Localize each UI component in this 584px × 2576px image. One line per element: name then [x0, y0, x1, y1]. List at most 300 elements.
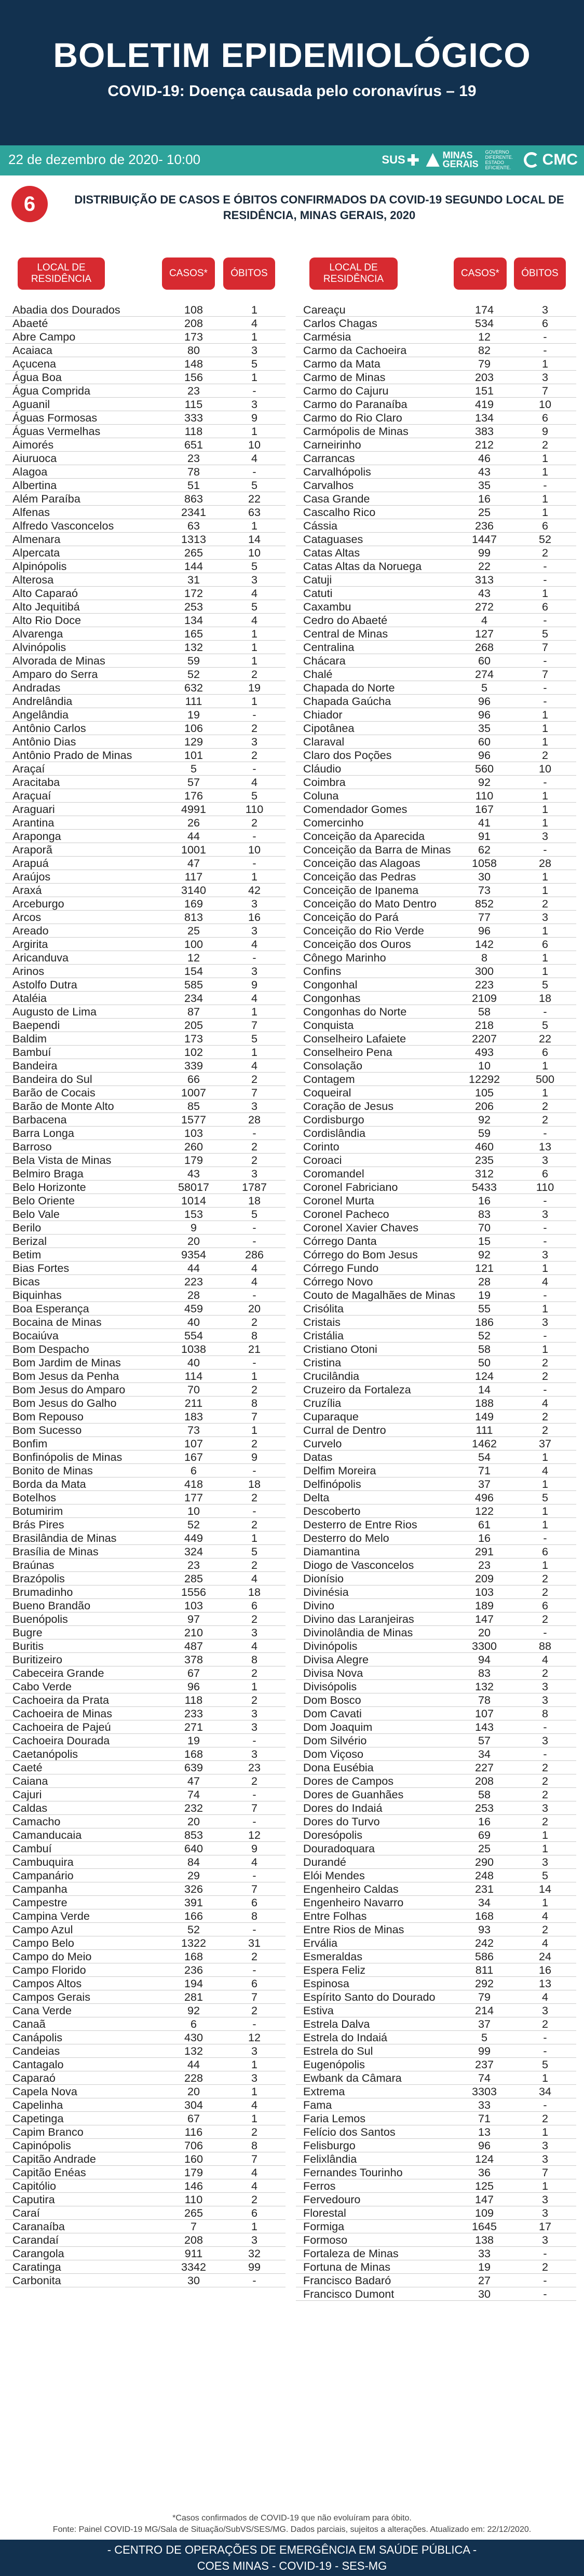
deaths-value: - [252, 2017, 256, 2030]
municipality-name: Campanha [12, 1882, 67, 1895]
deaths-value: 2 [251, 1518, 257, 1531]
table-row [5, 1343, 286, 1356]
deaths-value: 7 [541, 384, 548, 397]
deaths-value: 1 [251, 330, 257, 343]
deaths-value: 4 [251, 992, 257, 1005]
deaths-value: 14 [538, 1882, 552, 1895]
cases-value: 37 [478, 1477, 491, 1490]
municipality-name: Campo Florido [12, 1963, 86, 1976]
deaths-value: 3 [251, 897, 257, 910]
cases-value: 58 [478, 1343, 491, 1355]
footnote-line1: *Casos confirmados de COVID-19 que não evoluíram para óbito. [172, 2514, 412, 2523]
municipality-name: Água Comprida [12, 384, 91, 397]
deaths-value: 3 [541, 2233, 548, 2246]
municipality-name: Águas Formosas [12, 411, 98, 424]
cases-value: 2341 [181, 506, 207, 519]
right-table [296, 303, 576, 2301]
table-row [296, 1828, 576, 1842]
cases-value: 144 [184, 560, 203, 573]
cases-value: 30 [478, 2287, 491, 2300]
table-row [296, 1585, 576, 1599]
deaths-value: 1 [251, 2058, 257, 2071]
cases-value: 57 [478, 1734, 491, 1747]
deaths-value: 22 [538, 1032, 552, 1045]
table-row [5, 371, 286, 384]
table-row [296, 1909, 576, 1923]
cases-value: 103 [474, 1585, 494, 1598]
table-row [296, 614, 576, 627]
cases-value: 147 [474, 2193, 494, 2206]
municipality-name: Brás Pires [12, 1518, 64, 1531]
municipality-name: Capim Branco [12, 2125, 84, 2138]
cases-value: 70 [187, 1383, 200, 1396]
plus-icon [408, 154, 419, 166]
cases-value: 13 [478, 2125, 491, 2138]
table-row [5, 1680, 286, 1693]
municipality-name: Carlos Chagas [303, 317, 377, 330]
municipality-name: Engenheiro Navarro [303, 1896, 404, 1909]
municipality-name: Baependi [12, 1019, 60, 1032]
cases-value: 61 [478, 1518, 491, 1531]
cases-value: 168 [184, 1950, 203, 1963]
cases-value: 236 [184, 1963, 203, 1976]
municipality-name: Divisópolis [303, 1680, 357, 1693]
table-row [296, 2085, 576, 2098]
cases-value: 706 [184, 2139, 203, 2152]
cases-value: 265 [184, 2206, 203, 2219]
table-row [296, 1707, 576, 1720]
municipality-name: Cabeceira Grande [12, 1666, 104, 1679]
deaths-value: 2 [251, 816, 257, 829]
cases-value: 4991 [181, 803, 207, 816]
municipality-name: Congonhas do Norte [303, 1005, 407, 1018]
deaths-value: 5 [251, 1032, 257, 1045]
municipality-name: Andrelândia [12, 695, 73, 708]
municipality-name: Braúnas [12, 1558, 55, 1571]
deaths-value: - [543, 330, 547, 343]
municipality-name: Durandé [303, 1855, 346, 1868]
municipality-name: Aguanil [12, 398, 50, 411]
municipality-name: Esmeraldas [303, 1950, 363, 1963]
municipality-name: Ewbank da Câmara [303, 2071, 402, 2084]
municipality-name: Elói Mendes [303, 1869, 365, 1882]
cases-value: 108 [184, 303, 203, 316]
municipality-name: Córrego Danta [303, 1235, 377, 1248]
deaths-value: - [543, 1235, 547, 1248]
cases-value: 47 [187, 1774, 200, 1787]
cases-value: 151 [474, 384, 494, 397]
deaths-value: 2 [541, 1923, 548, 1936]
cases-value: 253 [474, 1801, 494, 1814]
deaths-value: 3 [251, 735, 257, 748]
municipality-name: Fortaleza de Minas [303, 2247, 399, 2260]
deaths-value: - [252, 1788, 256, 1801]
municipality-name: Claraval [303, 735, 345, 748]
table-row [5, 411, 286, 425]
cases-value: 105 [474, 1086, 494, 1099]
deaths-value: 1 [251, 641, 257, 654]
deaths-value: 286 [245, 1248, 264, 1261]
table-row [296, 1693, 576, 1707]
table-row [296, 789, 576, 803]
table-row [5, 762, 286, 776]
municipality-name: Chapada Gaúcha [303, 695, 391, 708]
cases-value: 1322 [181, 1936, 207, 1949]
municipality-name: Dom Bosco [303, 1693, 361, 1706]
deaths-value: 2 [251, 668, 257, 681]
cases-value: 1313 [181, 533, 207, 546]
municipality-name: Bocaina de Minas [12, 1316, 102, 1328]
cases-value: 209 [474, 1572, 494, 1585]
table-row [296, 1882, 576, 1896]
table-row [5, 1558, 286, 1572]
municipality-name: Francisco Badaró [303, 2274, 391, 2287]
table-row [5, 330, 286, 344]
municipality-name: Antônio Dias [12, 735, 76, 748]
deaths-value: 1 [251, 519, 257, 532]
deaths-value: 9 [251, 1842, 257, 1855]
deaths-value: - [252, 1923, 256, 1936]
logos [382, 150, 578, 170]
table-row [5, 1855, 286, 1869]
municipality-name: Divisa Nova [303, 1666, 363, 1679]
deaths-value: 5 [541, 627, 548, 640]
municipality-name: Amparo do Serra [12, 668, 98, 681]
table-row [5, 2220, 286, 2233]
deaths-value: 3 [251, 573, 257, 586]
table-row [5, 870, 286, 884]
table-row [5, 1869, 286, 1882]
municipality-name: Espírito Santo do Dourado [303, 1990, 436, 2003]
cases-value: 117 [184, 870, 203, 883]
deaths-value: 1 [541, 1302, 548, 1315]
municipality-name: Cascalho Rico [303, 506, 376, 519]
deaths-value: 6 [541, 1167, 548, 1180]
table-row [296, 2206, 576, 2220]
table-row [296, 1073, 576, 1086]
deaths-value: 1 [251, 2085, 257, 2098]
municipality-name: Coronel Xavier Chaves [303, 1221, 419, 1234]
municipality-name: Cuparaque [303, 1410, 359, 1423]
municipality-name: Araxá [12, 884, 42, 897]
cases-value: 97 [187, 1612, 200, 1625]
table-row [5, 2247, 286, 2260]
cases-value: 16 [478, 1531, 491, 1544]
cases-value: 52 [187, 1518, 200, 1531]
table-row [5, 1977, 286, 1990]
municipality-name: Acaiaca [12, 344, 52, 357]
municipality-name: Cana Verde [12, 2004, 72, 2017]
municipality-name: Betim [12, 1248, 42, 1261]
cases-value: 94 [478, 1653, 491, 1666]
deaths-value: 3 [541, 2206, 548, 2219]
cases-value: 383 [474, 425, 494, 438]
table-row [5, 479, 286, 492]
deaths-value: - [252, 1504, 256, 1517]
table-row [5, 803, 286, 816]
cases-value: 313 [474, 573, 494, 586]
deaths-value: 2 [541, 749, 548, 762]
table-row [296, 951, 576, 965]
cases-value: 14 [478, 1383, 491, 1396]
cases-value: 271 [184, 1720, 203, 1733]
municipality-name: Candeias [12, 2044, 60, 2057]
cases-value: 8 [481, 951, 487, 964]
municipality-name: Datas [303, 1450, 333, 1463]
deaths-value: 3 [541, 1154, 548, 1167]
deaths-value: 2 [251, 1774, 257, 1787]
footnote-source: Fonte: Painel COVID-19 MG/Sala de Situação/SubVS/SES/MG. Dados parciais, sujeitos a alterações. Atualizado em: 22/12/2020. [52, 2525, 532, 2534]
municipality-name: Cristais [303, 1316, 341, 1328]
deaths-value: 1 [251, 1680, 257, 1693]
cases-value: 10 [478, 1059, 491, 1072]
deaths-value: 3 [251, 398, 257, 411]
cases-value: 4 [481, 614, 487, 627]
municipality-name: Careaçu [303, 303, 346, 316]
deaths-value: 3 [541, 2004, 548, 2017]
cases-value: 12 [478, 330, 491, 343]
cases-value: 22 [478, 560, 491, 573]
table-row [296, 330, 576, 344]
table-row [296, 1019, 576, 1032]
cases-value: 138 [474, 2233, 494, 2246]
cases-value: 167 [184, 1450, 203, 1463]
municipality-name: Dores de Guanhães [303, 1788, 404, 1801]
cases-value: 852 [474, 897, 494, 910]
col-header-obitos-right: ÓBITOS [514, 257, 566, 290]
cases-value: 132 [184, 641, 203, 654]
municipality-name: Berizal [12, 1235, 47, 1248]
table-row [5, 978, 286, 992]
cases-value: 210 [184, 1626, 203, 1639]
municipality-name: Fernandes Tourinho [303, 2166, 403, 2179]
cases-value: 292 [474, 1977, 494, 1990]
table-row [296, 897, 576, 911]
deaths-value: 10 [538, 398, 552, 411]
table-row [5, 1100, 286, 1113]
municipality-name: Divisa Alegre [303, 1653, 369, 1666]
municipality-name: Botumirim [12, 1504, 63, 1517]
municipality-name: Bom Repouso [12, 1410, 84, 1423]
municipality-name: Bom Jesus do Amparo [12, 1383, 126, 1396]
cases-value: 127 [474, 627, 494, 640]
cases-value: 40 [187, 1356, 200, 1369]
table-row [296, 1046, 576, 1059]
cases-value: 324 [184, 1545, 203, 1558]
deaths-value: 1 [541, 357, 548, 370]
municipality-name: Capitão Andrade [12, 2152, 96, 2165]
deaths-value: 1 [541, 1558, 548, 1571]
left-table [5, 303, 286, 2287]
table-row [5, 1653, 286, 1666]
cases-value: 87 [187, 1005, 200, 1018]
municipality-name: Couto de Magalhães de Minas [303, 1289, 455, 1301]
table-row [296, 1504, 576, 1518]
table-row [296, 830, 576, 843]
municipality-name: Dionísio [303, 1572, 344, 1585]
table-row [5, 398, 286, 411]
deaths-value: 13 [538, 1977, 552, 1990]
cases-value: 23 [187, 384, 200, 397]
bulletin-title: BOLETIM EPIDEMIOLÓGICO [53, 36, 531, 74]
municipality-name: Campanário [12, 1869, 74, 1882]
cases-value: 40 [187, 1316, 200, 1328]
deaths-value: 3 [541, 830, 548, 843]
cases-value: 106 [184, 722, 203, 735]
municipality-name: Córrego do Bom Jesus [303, 1248, 418, 1261]
deaths-value: 7 [251, 1990, 257, 2003]
cases-value: 211 [184, 1397, 203, 1409]
table-row [296, 1653, 576, 1666]
table-row [296, 2274, 576, 2287]
deaths-value: 9 [251, 1450, 257, 1463]
table-row [296, 992, 576, 1005]
deaths-value: 5 [541, 1491, 548, 1504]
deaths-value: 1 [251, 654, 257, 667]
table-row [5, 1208, 286, 1221]
deaths-value: 34 [538, 2085, 552, 2098]
deaths-value: - [543, 776, 547, 789]
table-row [296, 1990, 576, 2004]
cases-value: 107 [474, 1707, 494, 1720]
table-row [296, 303, 576, 317]
table-row [296, 1545, 576, 1558]
deaths-value: 28 [538, 857, 552, 870]
deaths-value: 6 [251, 1599, 257, 1612]
table-row [296, 1032, 576, 1046]
table-row [296, 2220, 576, 2233]
municipality-name: Aracitaba [12, 776, 60, 789]
table-row [5, 2274, 286, 2287]
deaths-value: 2 [541, 897, 548, 910]
deaths-value: 7 [541, 641, 548, 654]
table-row [5, 1612, 286, 1626]
municipality-name: Conceição do Rio Verde [303, 924, 424, 937]
municipality-name: Cláudio [303, 762, 342, 775]
municipality-name: Campina Verde [12, 1909, 90, 1922]
deaths-value: - [543, 695, 547, 708]
municipality-name: Corinto [303, 1140, 339, 1153]
cases-value: 290 [474, 1855, 494, 1868]
table-row [5, 1221, 286, 1235]
deaths-value: 1 [541, 492, 548, 505]
cases-value: 43 [187, 1167, 200, 1180]
deaths-value: 2 [541, 1585, 548, 1598]
cases-value: 281 [184, 1990, 203, 2003]
cases-value: 28 [187, 1289, 200, 1301]
table-row [296, 1869, 576, 1882]
deaths-value: - [252, 2274, 256, 2287]
deaths-value: 5 [251, 1545, 257, 1558]
municipality-name: Arceburgo [12, 897, 64, 910]
table-row [296, 708, 576, 722]
municipality-name: Ataléia [12, 992, 47, 1005]
cases-value: 23 [187, 1558, 200, 1571]
cases-value: 9354 [181, 1248, 207, 1261]
table-row [5, 2031, 286, 2044]
section-number: 6 [11, 186, 48, 222]
table-row [5, 1882, 286, 1896]
cases-value: 103 [184, 1127, 203, 1140]
deaths-value: - [543, 1329, 547, 1342]
table-row [296, 1923, 576, 1936]
cases-value: 102 [184, 1046, 203, 1059]
municipality-name: Carbonita [12, 2274, 61, 2287]
table-row [296, 1639, 576, 1653]
footnote [0, 2513, 584, 2536]
table-row [5, 654, 286, 668]
deaths-value: 1 [251, 303, 257, 316]
table-row [296, 681, 576, 695]
table-row [296, 1208, 576, 1221]
deaths-value: 1 [541, 803, 548, 816]
cases-value: 143 [474, 1720, 494, 1733]
deaths-value: - [543, 1221, 547, 1234]
deaths-value: - [252, 1289, 256, 1301]
cases-value: 449 [184, 1531, 203, 1544]
table-row [5, 2071, 286, 2085]
table-row [296, 2044, 576, 2058]
table-row [5, 2004, 286, 2017]
table-row [296, 1491, 576, 1504]
cases-value: 110 [475, 789, 494, 802]
municipality-name: Cachoeira Dourada [12, 1734, 110, 1747]
table-row [296, 452, 576, 465]
deaths-value: 20 [248, 1302, 261, 1315]
municipality-name: Cruzeiro da Fortaleza [303, 1383, 411, 1396]
table-row [5, 1518, 286, 1531]
table-row [296, 600, 576, 614]
municipality-name: Bom Jesus do Galho [12, 1397, 117, 1409]
municipality-name: Fortuna de Minas [303, 2260, 391, 2273]
cases-value: 55 [478, 1302, 491, 1315]
municipality-name: Carmópolis de Minas [303, 425, 409, 438]
table-row [296, 1248, 576, 1262]
municipality-name: Brazópolis [12, 1572, 65, 1585]
table-row [296, 884, 576, 897]
table-row [296, 1572, 576, 1585]
cases-value: 33 [478, 2247, 491, 2260]
deaths-value: 1 [251, 2220, 257, 2233]
table-row [5, 1504, 286, 1518]
cases-value: 1447 [471, 533, 497, 546]
cases-value: 34 [478, 1896, 491, 1909]
deaths-value: 5 [251, 789, 257, 802]
municipality-name: Eugenópolis [303, 2058, 365, 2071]
deaths-value: 3 [541, 1680, 548, 1693]
cmc-ring-icon [524, 152, 539, 168]
municipality-name: Conceição da Aparecida [303, 830, 425, 843]
cases-value: 92 [478, 1248, 491, 1261]
cases-value: 378 [184, 1653, 203, 1666]
deaths-value: 1 [541, 465, 548, 478]
cases-value: 15 [478, 1235, 491, 1248]
cases-value: 418 [184, 1477, 203, 1490]
deaths-value: 2 [541, 1410, 548, 1423]
deaths-value: 2 [541, 1356, 548, 1369]
municipality-name: Bom Jesus da Penha [12, 1370, 119, 1382]
cases-value: 149 [474, 1410, 494, 1423]
cases-value: 813 [184, 911, 203, 924]
deaths-value: 1 [541, 816, 548, 829]
cases-value: 43 [478, 465, 491, 478]
cases-value: 74 [187, 1788, 200, 1801]
deaths-value: 4 [251, 1059, 257, 1072]
table-row [5, 992, 286, 1005]
table-row [296, 1140, 576, 1154]
municipality-name: Córrego Novo [303, 1275, 373, 1288]
cases-value: 236 [474, 519, 494, 532]
